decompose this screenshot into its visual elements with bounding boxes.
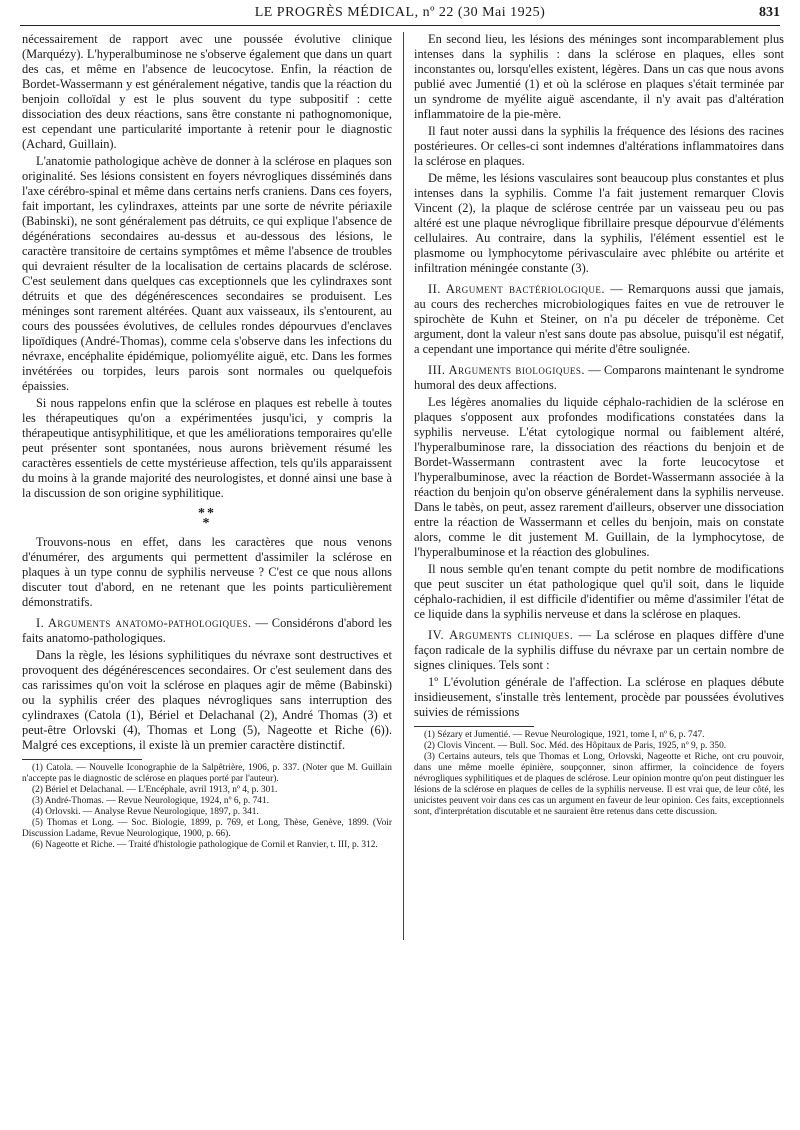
right-column	[414, 32, 784, 1122]
running-title: LE PROGRÈS MÉDICAL, nº 22 (30 Mai 1925)	[254, 5, 546, 20]
section-separator-stars: ** *	[198, 506, 216, 531]
paragraph: Il nous semble qu'en tenant compte du petit nombre de modifications que peut susciter un état pathologique quel qu'il soit, dans le liquide céphalo-rachidien, il est difficile d'identifier ou même d'assimiler l'état de ce liquide dans la syphilis nerveuse et dans la sclérose en plaques.	[414, 562, 784, 621]
footnotes	[22, 763, 392, 851]
paragraph: Il faut noter aussi dans la syphilis la fréquence des lésions des racines postérieures. Or celles-ci sont indemnes d'altérations inflammatoires dans la sclérose en plaques.	[414, 124, 784, 168]
paragraph: Les légères anomalies du liquide céphalo-rachidien de la sclérose en plaques s'opposent aux profondes modifications constatées dans la syphilis nerveuse. L'état cytologique normal ou faiblement altéré, l'hyperalbuminose rare, la dissociation des réactions du benjoin et de Bordet-Wassermann contrastent avec la forte leucocytose et l'hyperalbuminose, avec la réaction de Bordet-Wassermann associée à la réaction du benjoin qu'on observe généralement dans la syphilis nerveuse. Dans le tabès, on peut, assez rarement d'ailleurs, observer une dissociation entre la réaction de Wassermann et celles du benjoin, mais on constate alors, comme le dit justement M. Guillain, de la lymphocytose, de l'hyperalbuminose et la réaction des globulines.	[414, 395, 784, 559]
section-heading-bacterio	[414, 282, 784, 357]
section-text: — Remarquons aussi que jamais, au cours des recherches microbiologiques faites en vue de retrouver le spirochète de Kuhn et Steiner, on n'a pu déceler de tréponème. Cet argument, dont la valeur n'est sans doute pas absolue, puisqu'il est négatif, a cependant une importance qui mérite d'être soulignée.	[414, 282, 784, 356]
footnote: (1) Sézary et Jumentié. — Revue Neurologique, 1921, tome I, nº 6, p. 747.	[424, 730, 705, 740]
section-title: II. Argument bactériologique.	[428, 282, 606, 296]
paragraph: En second lieu, les lésions des méninges sont incomparablement plus intenses dans la syphilis : dans la sclérose en plaques, elles sont inconstantes ou, lorsqu'elles existent, légères. Dans un cas que nous avons publié avec Jumentié (1) et où la sclérose en plaques s'était terminée par un syndrome de myélite aiguë ascendante, il n'y avait pas d'altération inflammatoire de la pie-mère.	[414, 32, 784, 121]
paragraph: Dans la règle, les lésions syphilitiques du névraxe sont destructives et provoquent des dégénérescences secondaires. Or c'est seulement dans des cas rarissimes qu'on voit la sclérose en plaques agir de même (Babinski) ou la syphilis créer des plaques névrogliques sans interruption des cylindraxes (Catola (1), Bériel et Delachanal (2), André Thomas (3) et peut-être Orlovski (4), Thomas et Long (5), Nageotte et Riche (6)). Malgré ces exceptions, il existe là un premier caractère distinctif.	[22, 648, 392, 752]
footnote: (3) Certains auteurs, tels que Thomas et Long, Orlovski, Nageotte et Riche, ont cru pouvoir, dans une même moelle épinière, soupçonner, sinon affirmer, la coïncidence de foyers névrogliques syphilitiques et de plaques de sclérose. Leur opinion montre qu'on peut distinguer les lésions de la sclérose en plaques de celles de la syphilis nerveuse. Il est vrai que, de leur côté, les unicistes peuvent voir dans ces cas un argument en faveur de leur opinion. Ces faits, exceptionnels sont, d'interprétation discutable et ne sauraient être retenus dans cette discussion.	[414, 752, 784, 817]
paragraph: nécessairement de rapport avec une poussée évolutive clinique (Marquézy). L'hyperalbuminose ne s'observe également que dans un quart des cas, et même en l'absence de leucocytose. Enfin, la réaction de Bordet-Wassermann y est généralement négative, tandis que la réaction du benjoin colloïdal y est le plus souvent du type subpositif : cette dissociation des deux réactions, sans être constante ni pathognomonique, est cependant une particularité importante à retenir pour le diagnostic (Achard, Guillain).	[22, 32, 392, 151]
footnote: (6) Nageotte et Riche. — Traité d'histologie pathologique de Cornil et Ranvier, t. III, p. 312.	[32, 840, 378, 850]
paragraph: De même, les lésions vasculaires sont beaucoup plus constantes et plus intenses dans la syphilis. Comme l'a fait justement remarquer Clovis Vincent (2), la plaque de sclérose centrée par un vaisseau peu ou pas altéré est une plaque névroglique fibrillaire presque dépourvue d'éléments cellulaires. Au contraire, dans la syphilis, l'élément essentiel est le plasmome ou lymphocytome périvasculaire avec phlébite ou artérite et infiltration méningée constante (3).	[414, 171, 784, 275]
footnote-rule	[414, 726, 534, 727]
section-intro: — La sclérose en plaques diffère d'une façon radicale de la syphilis diffuse du névraxe par un certain nombre de signes cliniques. Tels sont :	[414, 628, 784, 672]
left-column	[22, 32, 392, 1122]
footnote: (3) André-Thomas. — Revue Neurologique, 1924, nº 6, p. 741.	[32, 796, 269, 806]
paragraph: Trouvons-nous en effet, dans les caractères que nous venons d'énumérer, des arguments qui permettent d'assimiler la sclérose en plaques à un type connu de syphilis nerveuse ? C'est ce que nous allons discuter tout d'abord, en ne retenant que les points particulièrement démonstratifs.	[22, 535, 392, 609]
section-intro: — Comparons maintenant le syndrome humoral des deux affections.	[414, 363, 784, 392]
footnote: (5) Thomas et Long. — Soc. Biologie, 1899, p. 769, et Long, Thèse, Genève, 1899. (Voir Discussion Ladame, Revue Neurologique, 1900, p. 66).	[22, 818, 392, 839]
running-header	[20, 2, 780, 24]
section-title: III. Arguments biologiques.	[428, 363, 585, 377]
section-heading-anatomo	[22, 616, 392, 646]
page-number: 831	[759, 5, 780, 20]
section-intro: — Considérons d'abord les faits anatomo-pathologiques.	[22, 616, 392, 645]
header-rule	[20, 25, 780, 26]
footnote-rule	[22, 759, 142, 760]
footnote: (4) Orlovski. — Analyse Revue Neurologique, 1897, p. 341.	[32, 807, 259, 817]
footnotes	[414, 730, 784, 818]
section-heading-biologic	[414, 363, 784, 393]
paragraph: L'anatomie pathologique achève de donner à la sclérose en plaques son originalité. Ses lésions consistent en foyers névrogliques disséminés dans l'axe cérébro-spinal et même dans certains nerfs craniens. Dans ces foyers, fait important, les cylindraxes, atteints par une sorte de névrite périaxile (Babinski), ne sont généralement pas détruits, ce qui explique l'absence de dégénérations secondaires au-dessus et au-dessous des lésions, le caractère transitoire de certains symptômes et même l'absence de troubles qui devraient résulter de la localisation de certains placards de sclérose. C'est seulement dans quelques cas exceptionnels que les cylindraxes sont détruits et que des dégénérescences secondaires se produisent. Les méninges sont rarement altérées. Quant aux vaisseaux, ils s'entourent, au cours des poussées évolutives, de cellules rondes dépourvues d'enclaves lipoïdiques (André-Thomas), comme cela s'observe dans les infections du névraxe, encéphalite épidémique, poliomyélite aiguë, etc. Dans les formes invétérées ou torpides, leurs parois sont normales ou quelquefois épaissies.	[22, 154, 392, 393]
column-divider	[403, 32, 404, 940]
section-heading-clinic	[414, 628, 784, 673]
footnote: (1) Catola. — Nouvelle Iconographie de la Salpêtrière, 1906, p. 337. (Noter que M. Guillain n'accepte pas le diagnostic de sclérose en plaques porté par l'auteur).	[22, 763, 392, 784]
paragraph: Si nous rappelons enfin que la sclérose en plaques est rebelle à toutes les thérapeutiques qu'on a expérimentées jusqu'ici, y compris la thérapeutique antisyphilitique, et que les améliorations temporaires qu'elle peut présenter sont spontanées, nous aurons brièvement résumé les caractères essentiels de cette mystérieuse affection, tels qu'ils apparaissent du moins à la grande majorité des neurologistes, et donné ainsi une base à la discussion de son origine syphilitique.	[22, 396, 392, 500]
footnote: (2) Bériel et Delachanal. — L'Encéphale, avril 1913, nº 4, p. 301.	[32, 785, 278, 795]
paragraph: 1º L'évolution générale de l'affection. La sclérose en plaques débute insidieusement, s'installe très lentement, procède par poussées évolutives suivies de rémissions	[414, 675, 784, 719]
footnote: (2) Clovis Vincent. — Bull. Soc. Méd. des Hôpitaux de Paris, 1925, nº 9, p. 350.	[424, 741, 727, 751]
section-title: I. Arguments anatomo-pathologiques.	[36, 616, 252, 630]
section-title: IV. Arguments cliniques.	[428, 628, 574, 642]
